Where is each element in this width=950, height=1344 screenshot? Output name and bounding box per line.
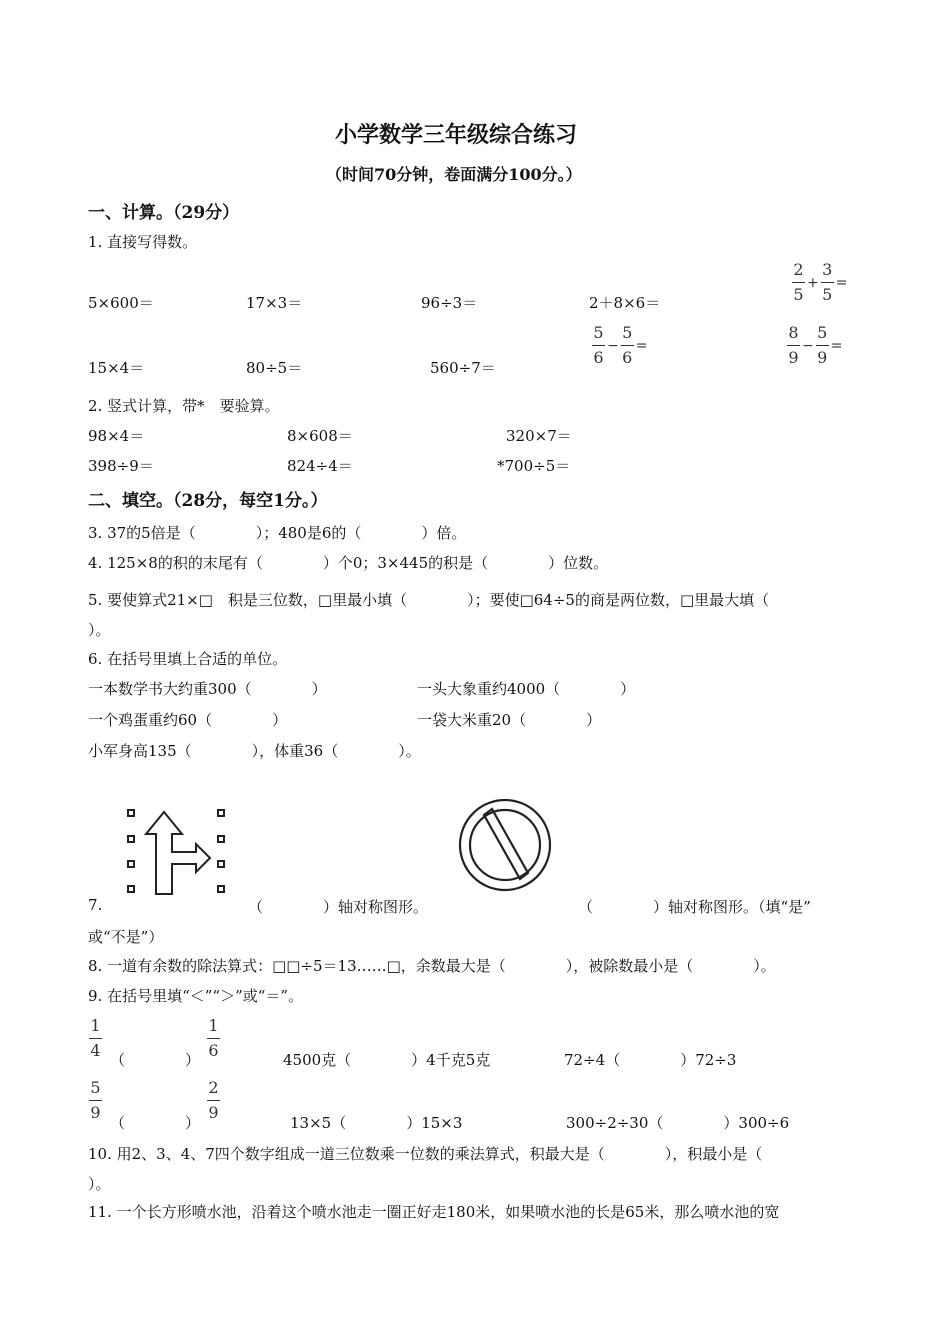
calc-item: 560÷7＝ [430, 359, 496, 377]
compare-blank: （ ） [110, 1114, 201, 1132]
q6-text: 6. 在括号里填上合适的单位。 [88, 650, 288, 668]
q7-text-b: （ ）轴对称图形。（填“是” [578, 898, 811, 916]
fraction: 1 6 [208, 1016, 219, 1060]
unit-item: 一头大象重约4000（ ） [417, 680, 636, 698]
compare-blank: （ ） [110, 1051, 201, 1069]
fraction: 5 9 [90, 1078, 101, 1122]
q5-text-cont: ）。 [88, 621, 111, 639]
fraction-expr: 8 9 − 5 9 = [788, 323, 843, 367]
q5-text: 5. 要使算式21×□ 积是三位数，□里最小填（ ）；要使□64÷5的商是两位数，□里最大填（ [88, 591, 770, 609]
q10-text-cont: ）。 [88, 1175, 111, 1193]
q2-text: 2. 竖式计算，带* 要验算。 [88, 397, 280, 415]
vertical-item: *700÷5＝ [497, 457, 571, 475]
vertical-item: 320×7＝ [506, 427, 572, 445]
no-entry-sign-icon [458, 795, 552, 895]
q7-text-c: 或“不是”） [88, 928, 164, 946]
calc-item: 5×600＝ [88, 294, 154, 312]
calc-item: 2＋8×6＝ [589, 294, 661, 312]
calc-item: 80÷5＝ [246, 359, 303, 377]
vertical-item: 398÷9＝ [88, 457, 154, 475]
page-subtitle: （时间70分钟，卷面满分100分。） [326, 165, 582, 184]
vertical-item: 824÷4＝ [287, 457, 353, 475]
compare-item: 4500克（ ）4千克5克 [283, 1051, 491, 1069]
fraction: 2 9 [208, 1078, 219, 1122]
section1-heading: 一、计算。（29分） [88, 203, 240, 223]
q10-text: 10. 用2、3、4、7四个数字组成一道三位数乘一位数的乘法算式，积最大是（ ），积最小是（ [88, 1145, 763, 1163]
vertical-item: 98×4＝ [88, 427, 145, 445]
unit-item: 一个鸡蛋重约60（ ） [88, 711, 288, 729]
unit-item: 小军身高135（ ），体重36（ ）。 [88, 742, 421, 760]
section2-heading: 二、填空。（28分，每空1分。） [88, 491, 328, 511]
fraction-expr: 5 6 − 5 6 = [593, 323, 648, 367]
q1-text: 1. 直接写得数。 [88, 233, 198, 251]
fraction-expr: 2 5 + 3 5 = [793, 260, 848, 304]
q7-number: 7. [88, 896, 103, 914]
compare-item: 72÷4（ ）72÷3 [564, 1051, 737, 1069]
calc-item: 15×4＝ [88, 359, 145, 377]
unit-item: 一本数学书大约重300（ ） [88, 680, 327, 698]
q11-text: 11. 一个长方形喷水池，沿着这个喷水池走一圈正好走180米，如果喷水池的长是65米，那么喷水池的宽 [88, 1203, 780, 1221]
arrow-sign-icon [122, 806, 232, 898]
q9-text: 9. 在括号里填“＜”“＞”或“＝”。 [88, 987, 304, 1005]
vertical-item: 8×608＝ [287, 427, 353, 445]
q4-text: 4. 125×8的积的末尾有（ ）个0；3×445的积是（ ）位数。 [88, 554, 609, 572]
unit-item: 一袋大米重20（ ） [417, 711, 602, 729]
calc-item: 17×3＝ [246, 294, 303, 312]
fraction: 1 4 [90, 1016, 101, 1060]
page-title: 小学数学三年级综合练习 [335, 122, 578, 148]
q7-text-a: （ ）轴对称图形。 [248, 898, 429, 916]
q8-text: 8. 一道有余数的除法算式：□□÷5＝13……□，余数最大是（ ），被除数最小是（ ）。 [88, 957, 776, 975]
compare-item: 300÷2÷30（ ）300÷6 [566, 1114, 790, 1132]
compare-item: 13×5（ ）15×3 [290, 1114, 463, 1132]
calc-item: 96÷3＝ [421, 294, 478, 312]
q3-text: 3. 37的5倍是（ ）；480是6的（ ）倍。 [88, 524, 467, 542]
